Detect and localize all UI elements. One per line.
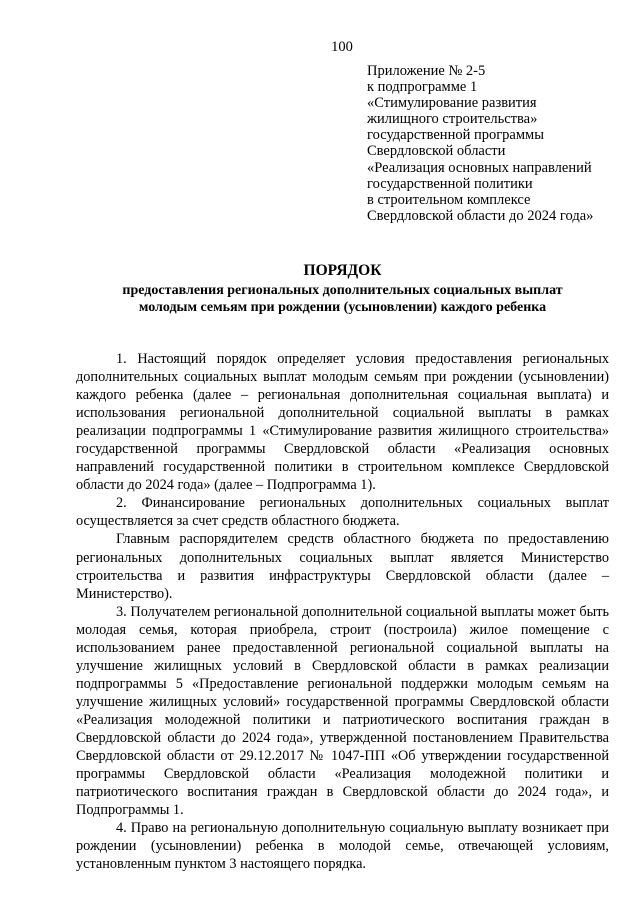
paragraph: Главным распорядителем средств областного бюджета по предоставлению региональных дополнительных социальных выплат является Министерство строительства и развития инфраструктуры Свердловской области (далее – Министерство). [76,531,609,602]
document-subtitle-line: предоставления региональных дополнительных социальных выплат [122,283,563,298]
paragraph: 4. Право на региональную дополнительную социальную выплату возникает при рождении (усыновлении) ребенка в молодой семье, отвечающей условиям, установленным пунктом 3 настоящего порядка. [76,820,609,873]
appendix-line: государственной политики [367,175,533,192]
appendix-line: жилищного строительства» [367,111,538,128]
appendix-line: к подпрограмме 1 [367,79,478,96]
appendix-line: Приложение № 2-5 [367,63,486,79]
appendix-line: «Реализация основных направлений [367,159,592,176]
appendix-line: Свердловской области [367,143,506,160]
paragraph: 1. Настоящий порядок определяет условия предоставления региональных дополнительных социальных выплат молодым семьям при рождении (усыновлении) каждого ребенка (далее – региональная дополнительная социальная выплата) и использования региональной дополнительной социальной выплаты в рамках реализации подпрограммы 1 «Стимулирование развития жилищного строительства» государственной программы Свердловской области «Реализация основных направлений государственной политики в строительном комплексе Свердловской области до 2024 года» (далее – Подпрограмма 1). [76,351,609,494]
appendix-line: в строительном комплексе [367,191,531,208]
appendix-line: «Стимулирование развития [367,95,537,112]
page-number: 100 [331,39,353,55]
paragraph: 2. Финансирование региональных дополнительных социальных выплат осуществляется за счет средств областного бюджета. [76,495,609,530]
appendix-line: Свердловской области до 2024 года» [367,207,594,224]
appendix-line: государственной программы [367,127,544,144]
appendix-header [367,63,617,224]
paragraph: 3. Получателем региональной дополнительной социальной выплаты может быть молодая семья, которая приобрела, строит (построила) жилое помещение с использованием ранее предоставленной региональной социальной выплаты на улучшение жилищных условий в Свердловской области в рамках реализации подпрограммы 5 «Предоставление региональной поддержки молодым семьям на улучшение жилищных условий» государственной программы Свердловской области «Реализация молодежной политики и патриотического воспитания граждан в Свердловской области до 2024 года», утвержденной постановлением Правительства Свердловской области от 29.12.2017 № 1047-ПП «Об утверждении государственной программы Свердловской области «Реализация молодежной политики и патриотического воспитания граждан в Свердловской области до 2024 года», и Подпрограммы 1. [76,603,609,819]
document-body [76,350,609,873]
document-title-block [70,262,615,316]
document-title: ПОРЯДОК [303,262,382,279]
document-subtitle-line: молодым семьям при рождении (усыновлении) каждого ребенка [138,300,547,315]
